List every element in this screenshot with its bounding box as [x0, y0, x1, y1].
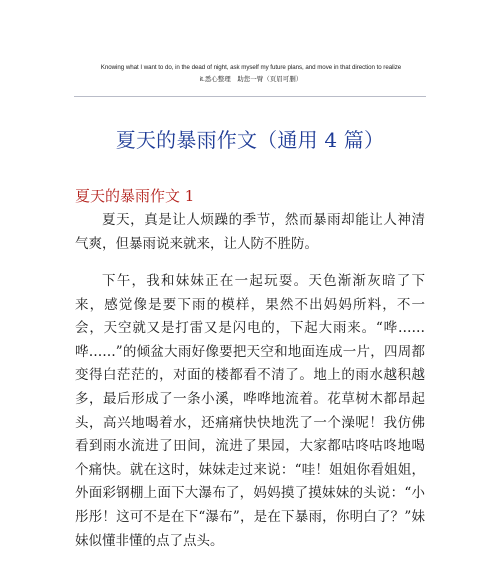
header-note: it.悉心整理 助您一臂（页眉可删）	[199, 76, 303, 83]
section-heading: 夏天的暴雨作文 1	[75, 187, 195, 206]
header-divider	[74, 96, 426, 97]
header-motto: Knowing what I want to do, in the dead of night, ask myself my future plans, and move in that direction to realize	[100, 64, 402, 71]
paragraph-2: 下午，我和妹妹正在一起玩耍。天色渐渐灰暗了下来，感觉像是要下雨的模样，果然不出妈妈所料，不一会，天空就又是打雷又是闪电的，下起大雨来。“哗……哗……”的倾盆大雨好像要把天空和地面连成一片，四周都变得白茫茫的，对面的楼都看不清了。地上的雨水越积越多，最后形成了一条小溪，哗哗地流着。花草树木都昂起头，高兴地喝着水，还痛痛快快地洗了一个澡呢！我仿佛看到雨水流进了田间，流进了果园，大家都咕咚咕咚地喝个痛快。就在这时，妹妹走过来说：“哇！姐姐你看姐姐，外面彩钢棚上面下大瀑布了，妈妈摸了摸妹妹的头说：“小彤彤！这可不是在下“瀑布”，是在下暴雨，你明白了？”妹妹似懂非懂的点了点头。	[75, 273, 425, 549]
document-title: 夏天的暴雨作文（通用 4 篇）	[115, 128, 385, 153]
paragraph-1: 夏天，真是让人烦躁的季节，然而暴雨却能让人神清气爽，但暴雨说来就来，让人防不胜防。	[75, 212, 425, 252]
page-header	[60, 62, 442, 86]
